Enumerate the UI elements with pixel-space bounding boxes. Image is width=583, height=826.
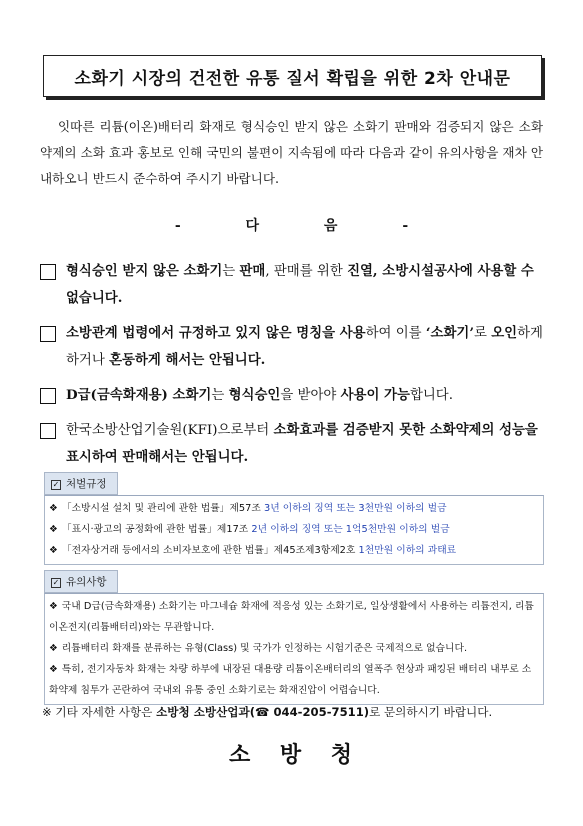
list-item (38, 320, 548, 374)
notice-text: 리튬배터리 화재를 분류하는 유형(Class) 및 국가가 인정하는 시험기준은 국제적으로 없습니다. (61, 643, 468, 654)
item-text: 는 (211, 388, 229, 403)
check-icon: ✓ (52, 480, 60, 489)
item-bold-text: 판매 (239, 263, 266, 279)
title-box (43, 55, 542, 97)
footer-text: 로 문의하시기 바랍니다. (369, 705, 493, 719)
item-bold-text: 형식승인 (228, 387, 281, 403)
intro-paragraph: 잇따른 리튬(이온)배터리 화재로 형식승인 받지 않은 소화기 판매와 검증되지 않은 소화약제의 소화 효과 홍보로 인해 국민의 불편이 지속됨에 따라 다음과 같이 유의사항을 재차 안내하오니 반드시 준수하여 주시기 바랍니다. (40, 119, 543, 186)
diamond-bullet-icon: ❖ (49, 664, 58, 675)
item-bold-text: 사용이 가능 (340, 387, 410, 403)
penalty-text: 3년 이하의 징역 또는 3천만원 이하의 벌금 (263, 503, 447, 514)
item-bold-text: 혼동하게 해서는 안됩니다. (109, 352, 266, 368)
penalty-text: 1천만원 이하의 과태료 (358, 545, 457, 556)
notice-text: 특히, 전기자동차 화재는 차량 하부에 내장된 대용량 리튬이온배터리의 열폭주 현상과 패킹된 배터리 내부로 소화약제 침투가 곤란하여 국내외 유통 중인 소화기로는 화재진압이 어렵습니다. (49, 664, 532, 696)
diamond-bullet-icon: ❖ (49, 503, 58, 514)
checkbox-icon (40, 326, 56, 342)
diamond-bullet-icon: ❖ (49, 643, 58, 654)
notice-body (44, 593, 544, 705)
item-text: 하여 이를 (365, 326, 426, 341)
item-bold-text: 소방관계 법령에서 규정하고 있지 않은 명칭을 사용 (66, 325, 366, 341)
item-text: 는 (222, 264, 240, 279)
diamond-bullet-icon: ❖ (49, 601, 58, 612)
item-text: , 판매를 위한 (265, 264, 348, 279)
checkbox-icon (40, 264, 56, 280)
item-bold-text: 진열, 소방시설공사에 사용할 수 없습니다. (66, 263, 534, 306)
notice-text: 국내 D급(금속화재용) 소화기는 마그네슘 화재에 적응성 있는 소화기로, 일상생활에서 사용하는 리튬전지, 리튬이온전지(리튬배터리)와는 무관합니다. (49, 601, 534, 633)
item-bold-text: 형식승인 받지 않은 소화기 (66, 263, 223, 279)
notice-row (49, 638, 539, 659)
checkbox-icon (40, 423, 56, 439)
law-name: 「표시·광고의 공정화에 관한 법률」제17조 (61, 524, 252, 535)
list-item (38, 382, 548, 409)
footer-text: ※ 기타 자세한 사항은 (42, 705, 157, 719)
penalty-text: 2년 이하의 징역 또는 1억5천만원 이하의 벌금 (251, 524, 450, 535)
item-text: 한국소방산업기술원(KFI)으로부터 (66, 423, 274, 438)
notice-section (44, 570, 544, 705)
notice-row (49, 596, 539, 638)
diamond-bullet-icon: ❖ (49, 524, 58, 535)
notice-heading-label: 유의사항 (66, 576, 107, 588)
page-title: 소화기 시장의 건전한 유통 질서 확립을 위한 2차 안내문 (74, 68, 511, 89)
notice-items (38, 258, 548, 479)
notice-row (49, 659, 539, 701)
list-item (38, 417, 548, 471)
department-name: 소방청 소방산업과 (156, 705, 250, 719)
issuer-signature: 소 방 청 (228, 742, 355, 768)
section-divider-dagum: - 다 음 - (174, 218, 409, 234)
penalty-row (49, 540, 539, 561)
checkbox-icon (40, 388, 56, 404)
penalty-heading (44, 472, 118, 495)
law-name: 「전자상거래 등에서의 소비자보호에 관한 법률」제45조제3항제2호 (61, 545, 359, 556)
penalty-row (49, 519, 539, 540)
item-text: 을 받아야 (280, 388, 341, 403)
penalty-body (44, 495, 544, 565)
item-text: 합니다. (409, 388, 453, 403)
notice-heading (44, 570, 118, 593)
item-bold-text: 오인 (491, 325, 518, 341)
law-name: 「소방시설 설치 및 관리에 관한 법률」제57조 (61, 503, 264, 514)
list-item (38, 258, 548, 312)
diamond-bullet-icon: ❖ (49, 545, 58, 556)
check-icon: ✓ (52, 578, 60, 587)
penalty-row (49, 498, 539, 519)
contact-footer (42, 704, 492, 720)
penalty-section (44, 472, 544, 565)
penalty-heading-label: 처벌규정 (66, 478, 107, 490)
item-bold-text: ‘소화기’ (425, 325, 475, 341)
item-text: 하게 하거나 (66, 326, 543, 368)
phone-number: (☎ 044-205-7511) (249, 705, 370, 719)
item-text: 로 (474, 326, 492, 341)
item-bold-text: D급(금속화재용) 소화기 (66, 387, 212, 403)
item-bold-text: 소화효과를 검증받지 못한 소화약제의 성능을 표시하여 판매해서는 안됩니다. (66, 422, 538, 465)
